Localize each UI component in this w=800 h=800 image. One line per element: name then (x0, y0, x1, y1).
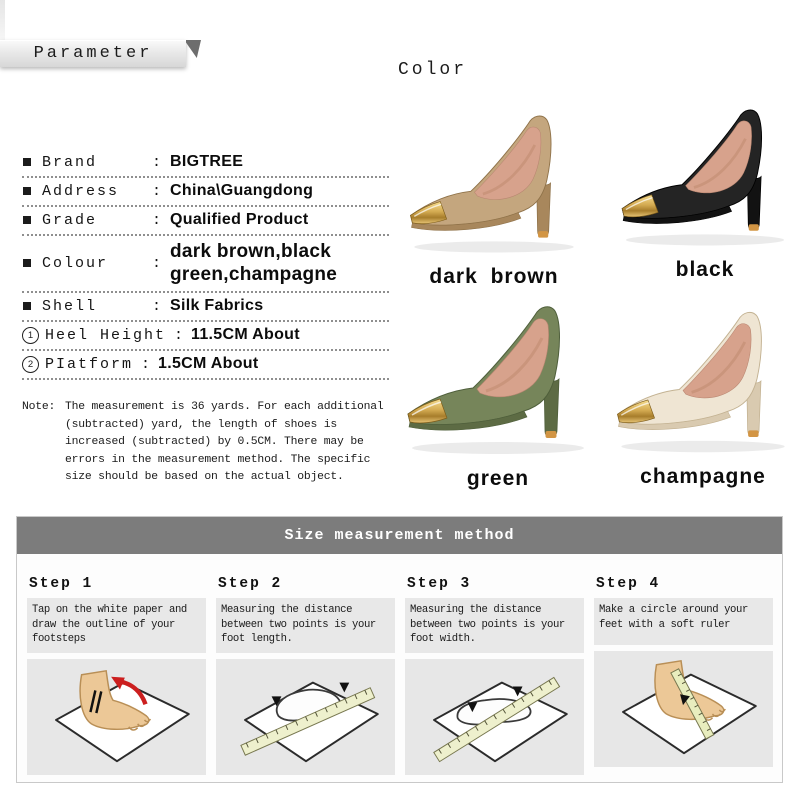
shoe-image-champagne (608, 302, 798, 459)
foot-length-ruler-icon (216, 659, 395, 775)
step-2-illustration (216, 659, 395, 775)
parameter-list (22, 149, 389, 380)
shoe-cell-champagne (606, 302, 800, 489)
param-row-shell (22, 293, 389, 322)
shoe-label-black: black (675, 258, 735, 281)
ribbon-fold-icon (186, 40, 201, 58)
shoe-cell-green (396, 296, 600, 491)
param-colon: : (152, 254, 162, 272)
shoe-label-champagne: champagne (640, 465, 766, 488)
foot-soft-ruler-icon (594, 651, 773, 767)
square-bullet-icon (23, 259, 31, 267)
parameter-ribbon (0, 40, 186, 67)
step-2 (216, 576, 395, 775)
param-row-address (22, 178, 389, 207)
note-text: The measurement is 36 yards. For each additional (subtracted) yard, the length of shoes is increased (subtracted) by 0.5CM. There may be errors in the measurement method. The specific size should be based on the actual object. (65, 401, 384, 483)
step-4 (594, 576, 773, 775)
square-bullet-icon (23, 302, 31, 310)
param-value: 1.5CM About (158, 355, 259, 372)
size-measurement-panel (16, 516, 783, 783)
note-label: Note: (22, 401, 56, 413)
shoe-image-dark-brown (401, 106, 587, 259)
step-3 (405, 576, 584, 775)
param-label: Grade (42, 211, 98, 229)
steps-row (17, 576, 782, 775)
param-label: PIatform (45, 355, 134, 373)
param-value: China\Guangdong (170, 182, 314, 199)
shoe-label-dark-brown: dark brown (429, 265, 559, 288)
square-bullet-icon (23, 216, 31, 224)
param-colon: : (141, 355, 151, 373)
step-3-illustration (405, 659, 584, 775)
param-row-grade (22, 207, 389, 236)
corner-decoration (0, 0, 5, 42)
param-colon: : (152, 211, 162, 229)
step-4-illustration (594, 651, 773, 767)
circled-number-icon: 1 (22, 327, 39, 344)
step-4-description: Make a circle around your feet with a soft ruler (594, 598, 773, 645)
param-colon: : (152, 182, 162, 200)
parameter-ribbon-label: Parameter (33, 44, 153, 63)
shoe-image-black (613, 100, 797, 252)
step-1 (27, 576, 206, 775)
param-value: Silk Fabrics (170, 297, 264, 314)
shoe-cell-black (612, 100, 798, 282)
circled-number-icon: 2 (22, 356, 39, 373)
size-measurement-header (17, 517, 782, 554)
colour-value-line1: dark brown,black (170, 241, 332, 262)
param-label: Brand (42, 153, 98, 171)
foot-on-paper-icon (27, 659, 206, 775)
param-colon: : (152, 297, 162, 315)
shoe-image-green (398, 296, 598, 461)
step-1-title: Step 1 (29, 576, 94, 592)
color-section-title: Color (398, 60, 468, 80)
step-1-description: Tap on the white paper and draw the outline of your footsteps (27, 598, 206, 653)
step-1-illustration (27, 659, 206, 775)
param-value: Qualified Product (170, 211, 309, 228)
param-label: Heel Height (45, 326, 167, 344)
param-row-heel-height (22, 322, 389, 351)
colour-value-line2: green,champagne (170, 264, 338, 285)
step-2-description: Measuring the distance between two points is your foot length. (216, 598, 395, 653)
step-3-description: Measuring the distance between two points is your foot width. (405, 598, 584, 653)
foot-width-ruler-icon (405, 659, 584, 775)
param-row-colour (22, 236, 389, 293)
param-value-multiline (170, 240, 337, 286)
square-bullet-icon (23, 158, 31, 166)
shoe-label-green: green (466, 467, 530, 490)
param-label: Address (42, 182, 120, 200)
param-label: Shell (42, 297, 98, 315)
param-label: Colour (42, 254, 109, 272)
step-4-title: Step 4 (596, 576, 661, 592)
note-block (22, 399, 390, 487)
step-3-title: Step 3 (407, 576, 472, 592)
step-2-title: Step 2 (218, 576, 283, 592)
param-row-brand (22, 149, 389, 178)
param-colon: : (174, 326, 184, 344)
param-value: BIGTREE (170, 153, 244, 170)
param-row-platform (22, 351, 389, 380)
param-colon: : (152, 153, 162, 171)
shoe-cell-dark-brown (398, 106, 590, 289)
param-value: 11.5CM About (191, 326, 300, 343)
square-bullet-icon (23, 187, 31, 195)
size-measurement-title: Size measurement method (284, 527, 515, 544)
